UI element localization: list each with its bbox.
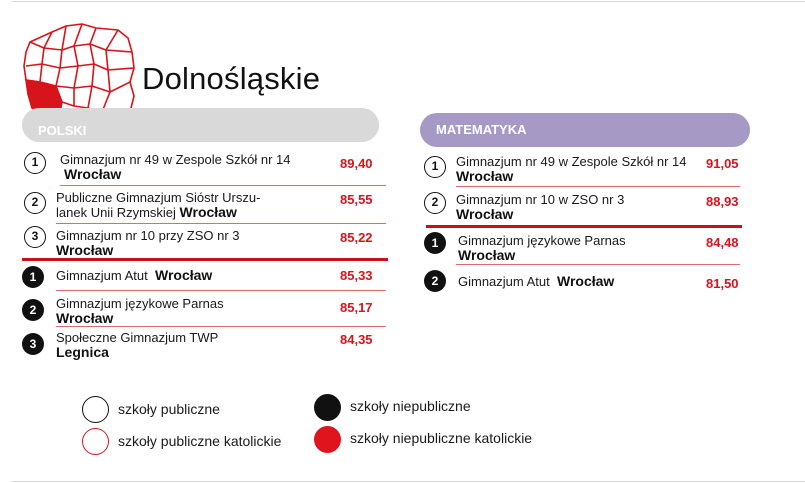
legend-nonpublic-catholic-label: szkoły niepubliczne katolickie bbox=[350, 430, 533, 446]
school-name bbox=[456, 192, 706, 222]
rank-badge-nonpublic bbox=[22, 299, 44, 321]
row-divider bbox=[456, 264, 740, 265]
rank-badge-public bbox=[424, 192, 446, 214]
score: 85,55 bbox=[340, 192, 373, 207]
section-divider bbox=[22, 258, 388, 261]
rank-number: 2 bbox=[431, 195, 439, 209]
school-city: Wrocław bbox=[458, 247, 516, 263]
score: 84,35 bbox=[340, 332, 373, 347]
school-city: Wrocław bbox=[456, 206, 514, 222]
legend-nonpublic-icon bbox=[314, 394, 341, 421]
score: 91,05 bbox=[706, 156, 739, 171]
rank-badge-nonpublic bbox=[424, 232, 446, 254]
rank-number: 3 bbox=[31, 229, 39, 243]
rank-badge-public bbox=[24, 152, 46, 174]
legend-nonpublic-label: szkoły niepubliczne bbox=[350, 398, 471, 414]
school-name bbox=[56, 330, 336, 360]
row-divider bbox=[56, 223, 386, 224]
score: 88,93 bbox=[706, 194, 739, 209]
school-name-text: Gimnazjum nr 49 w Zespole Szkół nr 14 bbox=[60, 152, 291, 167]
score: 89,40 bbox=[340, 156, 373, 171]
rank-badge-public bbox=[24, 226, 46, 248]
rank-number: 1 bbox=[29, 270, 37, 284]
school-name-text: Publiczne Gimnazjum Sióstr Urszu- bbox=[56, 190, 261, 205]
rank-number: 2 bbox=[31, 195, 39, 209]
school-name-text: Gimnazjum nr 10 przy ZSO nr 3 bbox=[56, 228, 240, 243]
school-name-text: Gimnazjum Atut bbox=[458, 274, 550, 289]
rank-badge-public bbox=[24, 192, 46, 214]
rank-number: 2 bbox=[29, 303, 37, 317]
rank-number: 3 bbox=[29, 337, 37, 351]
school-name-text: Gimnazjum językowe Parnas bbox=[56, 296, 224, 311]
header-matematyka-label: MATEMATYKA bbox=[436, 122, 527, 137]
school-city: Wrocław bbox=[56, 310, 114, 326]
school-name-text: Gimnazjum nr 49 w Zespole Szkół nr 14 bbox=[456, 154, 687, 169]
header-polski bbox=[22, 108, 379, 142]
header-polski-label: POLSKI bbox=[38, 123, 87, 138]
rank-number: 2 bbox=[431, 274, 439, 288]
school-name bbox=[456, 154, 706, 184]
rank-number: 1 bbox=[31, 155, 39, 169]
school-city: Wrocław bbox=[155, 267, 213, 283]
school-name bbox=[458, 274, 708, 289]
region-title: Dolnośląskie bbox=[142, 61, 321, 96]
bottom-divider bbox=[12, 481, 805, 482]
rank-badge-nonpublic bbox=[22, 266, 44, 288]
header-matematyka bbox=[420, 113, 750, 147]
school-name bbox=[56, 268, 336, 283]
school-name-text: Gimnazjum nr 10 w ZSO nr 3 bbox=[456, 192, 625, 207]
school-name bbox=[60, 152, 330, 182]
row-divider bbox=[60, 185, 386, 186]
legend-public-label: szkoły publiczne bbox=[118, 401, 220, 417]
school-city: Wrocław bbox=[56, 242, 114, 258]
school-city: Wrocław bbox=[456, 168, 514, 184]
row-divider bbox=[56, 290, 386, 291]
score: 85,17 bbox=[340, 300, 373, 315]
rank-badge-nonpublic bbox=[424, 270, 446, 292]
school-city: Wrocław bbox=[179, 204, 237, 220]
rank-badge-nonpublic bbox=[22, 333, 44, 355]
school-name-text: Społeczne Gimnazjum TWP bbox=[56, 330, 219, 345]
top-divider bbox=[12, 1, 805, 2]
rank-badge-public bbox=[424, 156, 446, 178]
score: 81,50 bbox=[706, 276, 739, 291]
section-divider bbox=[426, 225, 742, 228]
rank-number: 1 bbox=[431, 159, 439, 173]
legend-public-catholic-label: szkoły publiczne katolickie bbox=[118, 433, 282, 449]
school-name bbox=[56, 228, 336, 258]
score: 85,22 bbox=[340, 230, 373, 245]
legend-public-catholic-icon bbox=[82, 428, 109, 455]
school-name bbox=[458, 233, 708, 263]
legend-public-icon bbox=[82, 396, 109, 423]
school-name bbox=[56, 296, 336, 326]
legend-nonpublic-catholic-icon bbox=[314, 426, 341, 453]
row-divider bbox=[56, 326, 386, 327]
school-name-text: lanek Unii Rzymskiej bbox=[56, 205, 176, 220]
school-city: Wrocław bbox=[64, 166, 122, 182]
score: 85,33 bbox=[340, 268, 373, 283]
school-name-text: Gimnazjum językowe Parnas bbox=[458, 233, 626, 248]
rank-number: 1 bbox=[431, 236, 439, 250]
school-city: Legnica bbox=[56, 344, 109, 360]
score: 84,48 bbox=[706, 235, 739, 250]
school-name-text: Gimnazjum Atut bbox=[56, 268, 148, 283]
row-divider bbox=[456, 186, 740, 187]
school-name bbox=[56, 190, 336, 220]
school-city: Wrocław bbox=[557, 273, 615, 289]
